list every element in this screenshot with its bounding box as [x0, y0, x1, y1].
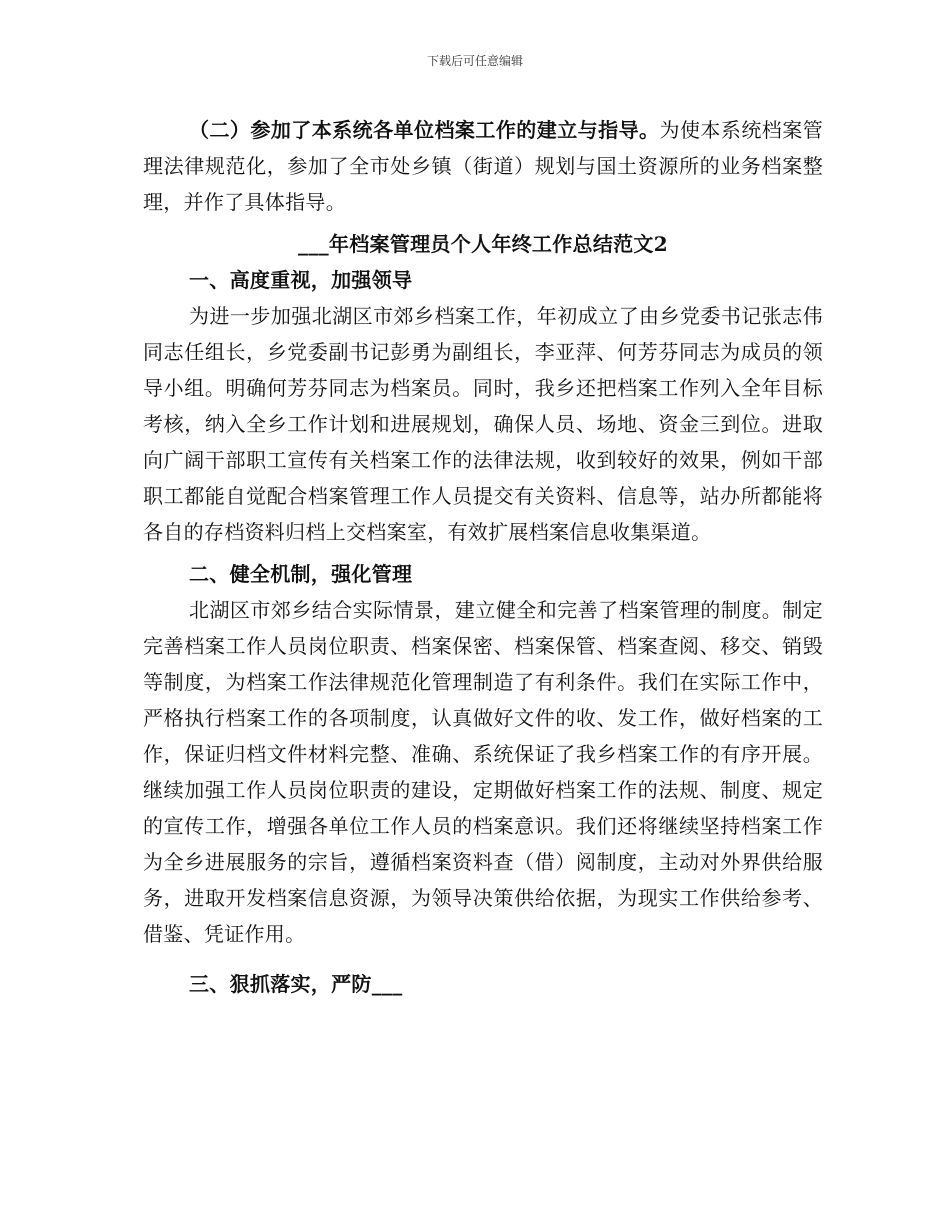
page-header-watermark: 下载后可任意编辑 [426, 54, 523, 68]
section-heading-3: 三、狠抓落实，严防___ [189, 972, 403, 996]
section-body-1: 为进一步加强北湖区市郊乡档案工作，年初成立了由乡党委书记张志伟同志任组长，乡党委副书记彭勇为副组长，李亚萍、何芳芬同志为成员的领导小组。明确何芳芬同志为档案员。同时，我乡还把档案工作列入全年目标考核，纳入全乡工作计划和进展规划，确保人员、场地、资金三到位。进取向广阔干部职工宣传有关档案工作的法律法规，收到较好的效果，例如干部职工都能自觉配合档案管理工作人员提交有关资料、信息等，站办所都能将各自的存档资料归档上交档案室，有效扩展档案信息收集渠道。 [143, 304, 823, 544]
intro-text: 为使本系统档案管理法律规范化，参加了全市处乡镇（街道）规划与国土资源所的业务档案整理，并作了具体指导。 [143, 118, 823, 214]
section-heading-2: 二、健全机制，强化管理 [189, 562, 413, 586]
section-body-2: 北湖区市郊乡结合实际情景，建立健全和完善了档案管理的制度。制定完善档案工作人员岗位职责、档案保密、档案保管、档案查阅、移交、销毁等制度，为档案工作法律规范化管理制造了有利条件。我们在实际工作中，严格执行档案工作的各项制度，认真做好文件的收、发工作，做好档案的工作，保证归档文件材料完整、准确、系统保证了我乡档案工作的有序开展。继续加强工作人员岗位职责的建设，定期做好档案工作的法规、制度、规定的宣传工作，增强各单位工作人员的档案意识。我们还将继续坚持档案工作为全乡进展服务的宗旨，遵循档案资料查（借）阅制度，主动对外界供给服务，进取开发档案信息资源，为领导决策供给依据，为现实工作供给参考、借鉴、凭证作用。 [143, 598, 823, 946]
intro-bold-lead: （二）参加了本系统各单位档案工作的建立与指导。 [189, 118, 660, 142]
document-title: ___年档案管理员个人年终工作总结范文2 [298, 232, 668, 256]
document-body [143, 112, 823, 1002]
section-heading-1: 一、高度重视，加强领导 [189, 268, 413, 292]
intro-paragraph [143, 112, 823, 220]
